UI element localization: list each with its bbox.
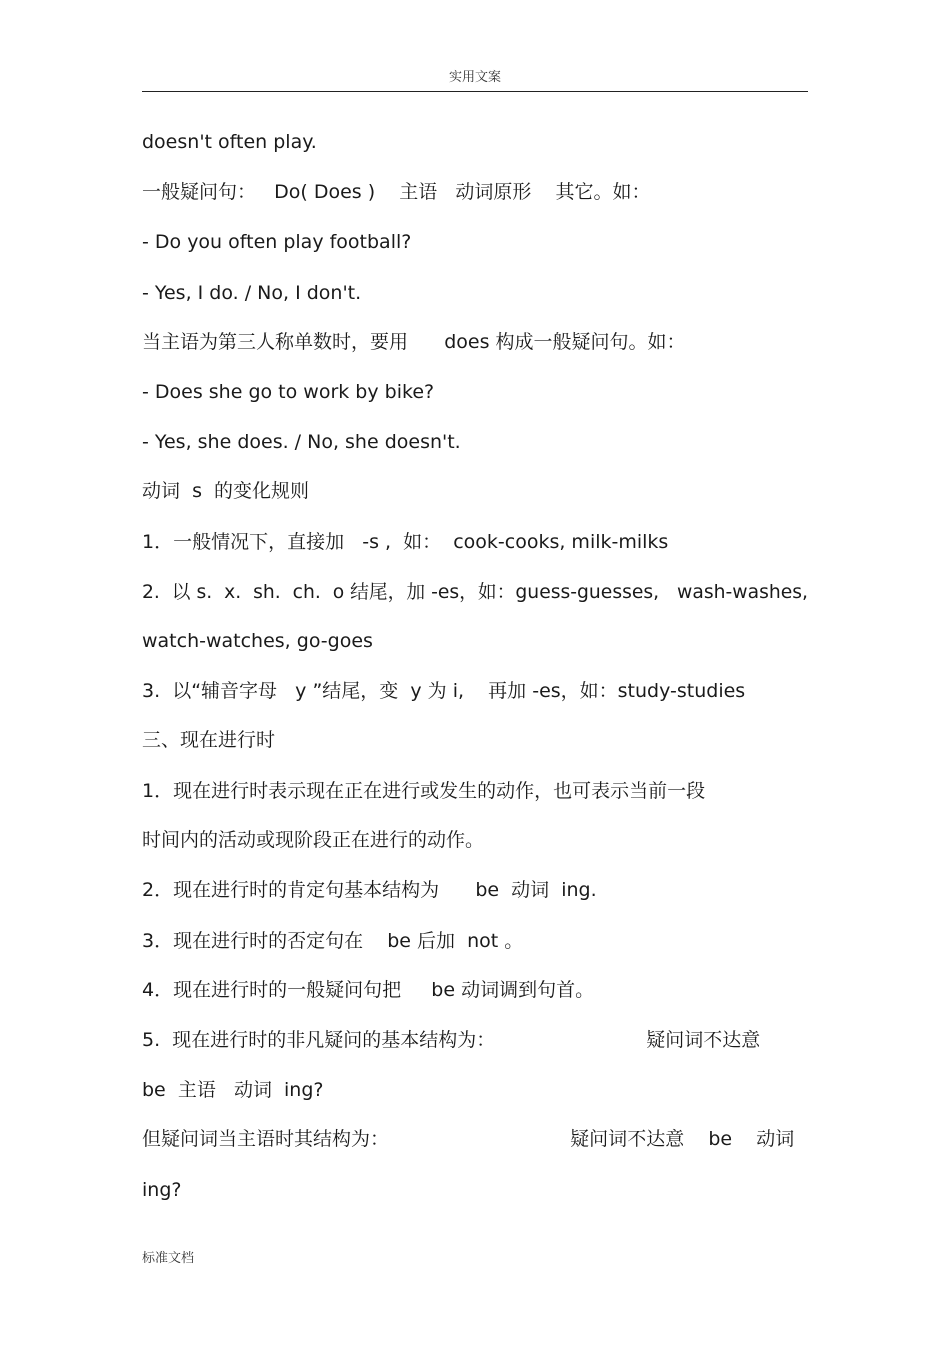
text-line: - Yes, I do. / No, I don't. [142,282,362,304]
text-line: 2. 以 s. x. sh. ch. o 结尾，加 -es，如：guess-guesses, wash-washes, [142,581,808,603]
text-line: - Do you often play football? [142,231,412,253]
text-line: 2．现在进行时的肯定句基本结构为 be 动词 ing. [142,879,597,901]
text-line: 3．现在进行时的否定句在 be 后加 not 。 [142,930,524,952]
text-line: 1．一般情况下，直接加 -s , 如： cook-cooks, milk-milks [142,531,669,553]
text-line: 1．现在进行时表示现在正在进行或发生的动作，也可表示当前一段 [142,780,706,802]
text-line: doesn't often play. [142,131,317,153]
text-line: 一般疑问句： Do( Does ) 主语 动词原形 其它。如： [142,181,651,203]
section-heading: 三、现在进行时 [142,729,276,751]
text-line: 5. 现在进行时的非凡疑问的基本结构为： 疑问词不达意 [142,1029,761,1051]
page-header: 实用文案 [448,70,501,85]
text-line: 当主语为第三人称单数时，要用 does 构成一般疑问句。如： [142,331,686,353]
text-line: 3. 以“辅音字母 y ”结尾，变 y 为 i, 再加 -es，如：study-studies [142,680,746,702]
text-line: 4．现在进行时的一般疑问句把 be 动词调到句首。 [142,979,595,1001]
text-line: 但疑问词当主语时其结构为： 疑问词不达意 be 动词 [142,1128,795,1150]
header-divider [142,91,808,92]
text-line: be 主语 动词 ing? [142,1079,324,1101]
page-footer: 标准文档 [142,1251,195,1266]
text-line: - Does she go to work by bike? [142,381,435,403]
text-line: 时间内的活动或现阶段正在进行的动作。 [142,829,485,851]
text-line: - Yes, she does. / No, she doesn't. [142,431,461,453]
section-heading: 动词 s 的变化规则 [142,480,310,502]
text-line: ing? [142,1179,182,1201]
text-line: watch-watches, go-goes [142,630,373,652]
